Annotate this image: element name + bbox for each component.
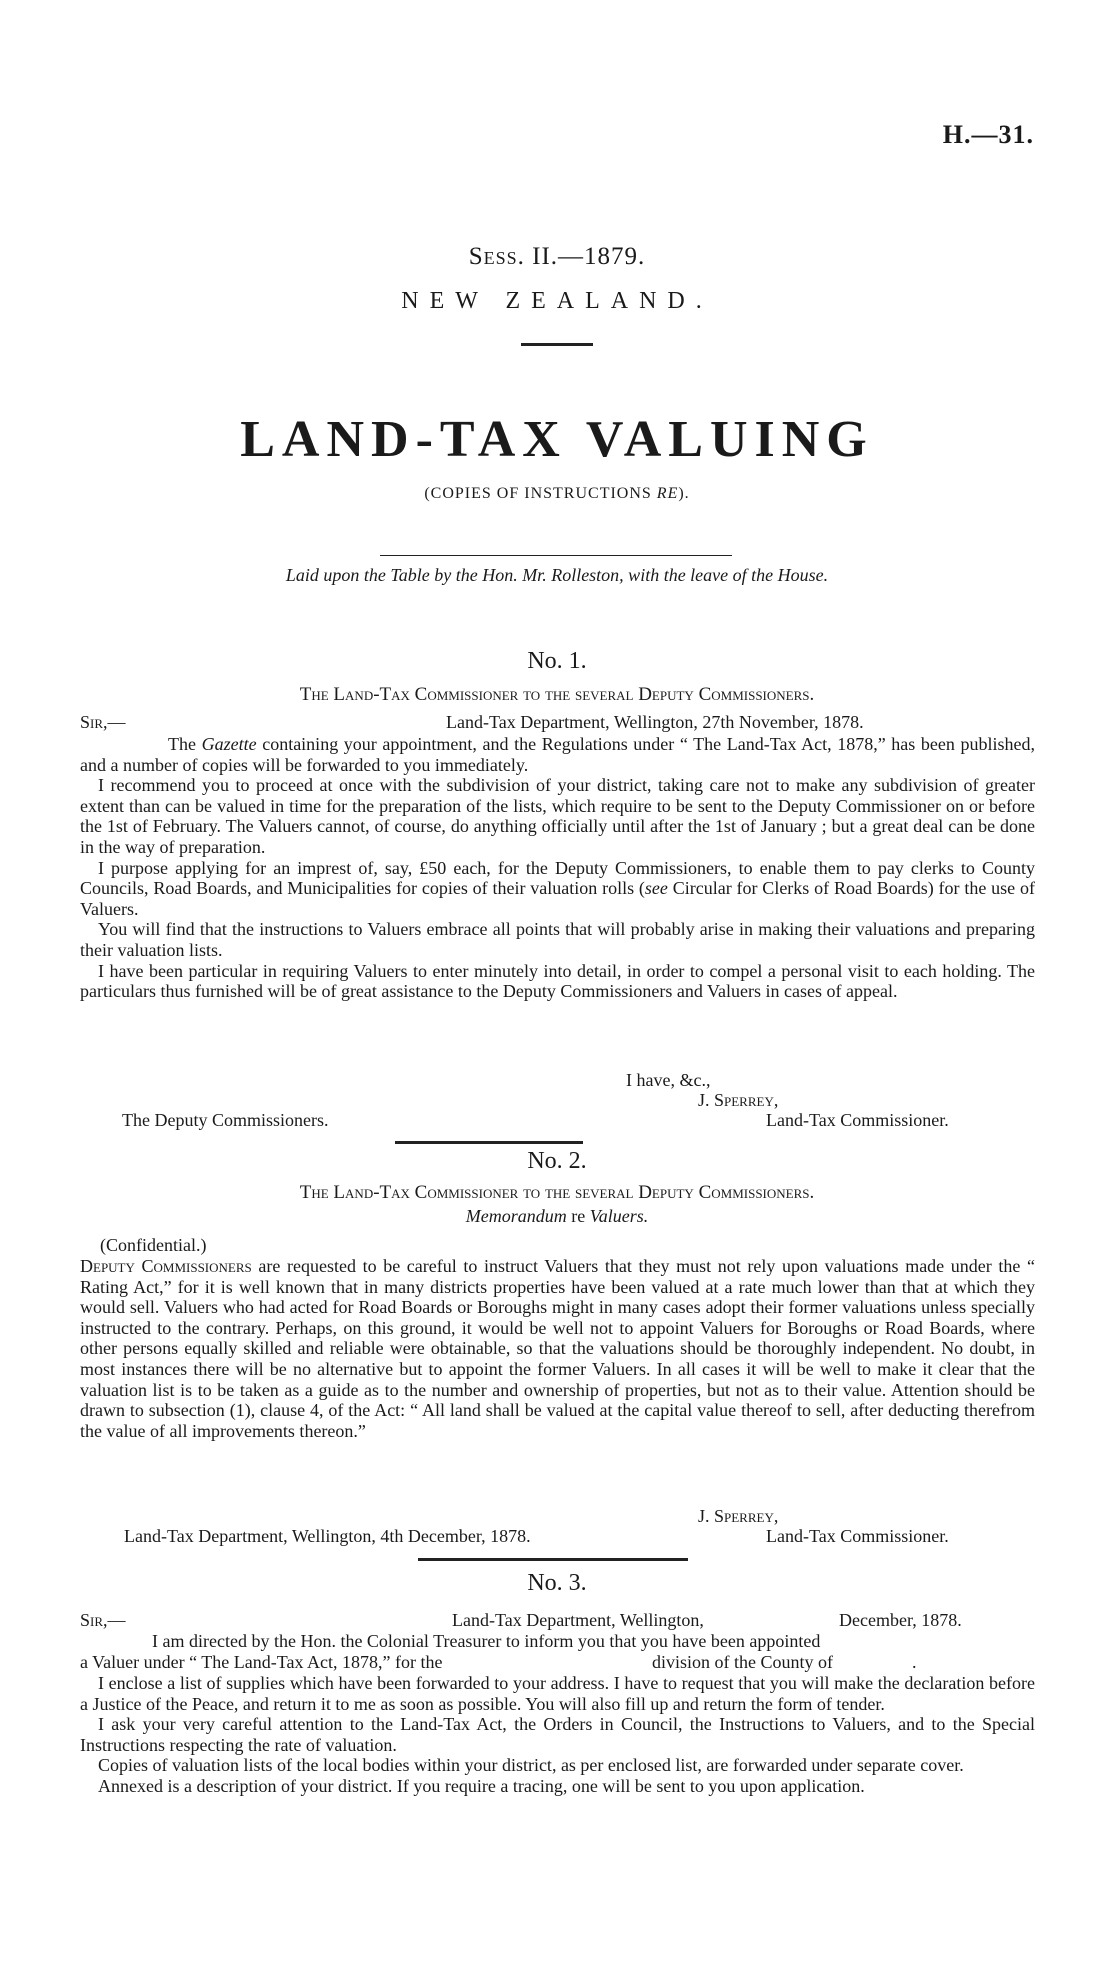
- letter-1-paragraph-1: [80, 734, 1035, 775]
- title-rule-top: [521, 343, 593, 346]
- laid-rule: [380, 555, 732, 556]
- document-reference: H.—31.: [942, 120, 1034, 149]
- subtitle-text-b: ).: [678, 485, 690, 502]
- letter-1-signature: [698, 1090, 778, 1111]
- letter-2-department: Land-Tax Department, Wellington, 4th December, 1878.: [124, 1526, 531, 1546]
- letter-1-p1-gazette: Gazette: [201, 734, 257, 754]
- letter-2-lead: Deputy Commissioners: [80, 1256, 252, 1276]
- letter-1-paragraph-4: You will find that the instructions to Valuers embrace all points that will probably arise in making their valuations and preparing their valuation lists.: [80, 919, 1035, 960]
- letter-1-role: Land-Tax Commissioner.: [766, 1110, 949, 1130]
- letter-2-confidential: (Confidential.): [100, 1235, 207, 1255]
- laid-upon-note: Laid upon the Table by the Hon. Mr. Rolleston, with the leave of the House.: [285, 565, 829, 585]
- letter-2-role: Land-Tax Commissioner.: [766, 1526, 949, 1546]
- letter-3-p1-line2-b: division of the County of: [652, 1652, 833, 1672]
- letter-1-closing: I have, &c.,: [626, 1070, 711, 1090]
- memo-re: re: [566, 1206, 590, 1226]
- session-line: [0, 243, 1114, 271]
- memo-word: Memorandum: [465, 1206, 567, 1226]
- letter-3-paragraph-2: I enclose a list of supplies which have been forwarded to your address. I have to request that you will make the declaration before a Justice of the Peace, and return it to me as soon as possible. You will also fill up and return the form of tender.: [80, 1673, 1035, 1714]
- letter-3-salutation-text: Sir,—: [80, 1610, 126, 1630]
- letter-3-p1-line2-c: .: [912, 1652, 917, 1672]
- letter-1-paragraph-5: I have been particular in requiring Valuers to enter minutely into detail, in order to compel a personal visit to each holding. The particulars thus furnished will be of great assistance to the Deputy Commissioners and Valuers in cases of appeal.: [80, 960, 1035, 1002]
- letter-1-address: Land-Tax Department, Wellington, 27th November, 1878.: [446, 712, 864, 732]
- letter-1-signature-text: J. Sperrey,: [698, 1090, 779, 1110]
- letter-1-heading: The Land-Tax Commissioner to the several Deputy Commissioners.: [299, 684, 815, 705]
- letter-1-salutation: [80, 712, 126, 733]
- letter-1-p1-a: The: [168, 734, 202, 754]
- memo-valuers: Valuers.: [589, 1206, 649, 1226]
- country-line: NEW ZEALAND.: [401, 288, 713, 314]
- letter-3-date: December, 1878.: [839, 1610, 962, 1630]
- letter-3-salutation: [80, 1610, 126, 1631]
- letter-3-p1-line2-a: a Valuer under “ The Land-Tax Act, 1878,” for the: [80, 1652, 443, 1672]
- letter-3-paragraph-4: Copies of valuation lists of the local bodies within your district, as per enclosed list, are forwarded under separate cover.: [98, 1755, 964, 1776]
- letter-1-paragraph-3: [80, 858, 1035, 920]
- letter-1-p3-see: see: [644, 878, 668, 899]
- letter-3-paragraph-5: Annexed is a description of your district. If you require a tracing, one will be sent to you upon application.: [98, 1775, 865, 1796]
- letter-3-number: No. 3.: [527, 1570, 587, 1596]
- letter-3-p1-line1: I am directed by the Hon. the Colonial Treasurer to inform you that you have been appointed: [152, 1631, 821, 1651]
- letter-1-p1-b: containing your appointment, and the Regulations under “ The Land-Tax Act, 1878,” has been published, and a number of copies will be forwarded to you immediately.: [80, 734, 1035, 775]
- letter-2-text: are requested to be careful to instruct Valuers that they must not rely upon valuations made under the “ Rating Act,” for it is well known that in many districts properties have been valued at a rate much lower than that at which they would sell. Valuers who had acted for Road Boards or Boroughs might in many cases adopt their former valuations unless specially instructed to the contrary. Perhaps, on this ground, it would be well not to appoint Valuers for Boroughs or Road Boards, where other persons equally skilled and reliable were obtainable, so that the valuations should be thoroughly independent. No doubt, in most instances there will be no alternative but to appoint the former Valuers. In all cases it will be well to make it clear that the valuation list is to be taken as a guide as to the number and ownership of properties, but not as to their value. Attention should be drawn to subsection (1), clause 4, of the Act: “ All land shall be valued at the capital value thereof to sell, after deducting therefrom the value of all improvements thereon.”: [80, 1256, 1035, 1441]
- letter-1-p3-a: I purpose applying for an imprest of, say, £50 each, for the Deputy Commissioners, to enable them to pay clerks to County Councils, Road Boards, and Municipalities for copies of their valuation rolls (: [80, 857, 1035, 899]
- letter-2-heading: The Land-Tax Commissioner to the several Deputy Commissioners.: [299, 1182, 815, 1203]
- subtitle-text-a: (COPIES OF INSTRUCTIONS: [424, 485, 657, 502]
- letter-1-paragraph-2: I recommend you to proceed at once with the subdivision of your district, taking care not to make any subdivision of greater extent than can be valued in time for the preparation of the lists, which require to be sent to the Deputy Commissioner on or before the 1st of February. The Valuers cannot, of course, do anything officially until after the 1st of January ; but a great deal can be done in the way of preparation.: [80, 775, 1035, 857]
- letter-2-paragraph: [80, 1256, 1035, 1441]
- letter-2-signature-text: J. Sperrey,: [698, 1506, 779, 1526]
- letter-1-p3-b: Circular for Clerks of Road Boards) for the use of Valuers.: [80, 878, 1035, 919]
- letter-3-address: Land-Tax Department, Wellington,: [452, 1610, 704, 1630]
- letter-2-body: [80, 1256, 1035, 1441]
- letter-3-paragraph-3: I ask your very careful attention to the Land-Tax Act, the Orders in Council, the Instructions to Valuers, and to the Special Instructions respecting the rate of valuation.: [80, 1714, 1035, 1755]
- letter-3-body: [80, 1673, 1035, 1797]
- section-rule-2: [418, 1558, 688, 1561]
- letter-2-signature: [698, 1506, 778, 1527]
- letter-1-body: [80, 734, 1035, 1002]
- letter-2-number: No. 2.: [527, 1148, 587, 1174]
- document-subtitle: [0, 485, 1114, 503]
- document-title: LAND-TAX VALUING: [240, 411, 874, 468]
- subtitle-re: RE: [656, 485, 679, 502]
- letter-2-memorandum: [0, 1206, 1114, 1227]
- letter-1-salutation-text: Sir,—: [80, 712, 126, 732]
- section-rule-1: [395, 1141, 583, 1144]
- letter-1-addressee: The Deputy Commissioners.: [122, 1110, 329, 1130]
- letter-1-number: No. 1.: [527, 648, 587, 674]
- session-text: Sess. II.—1879.: [468, 243, 646, 270]
